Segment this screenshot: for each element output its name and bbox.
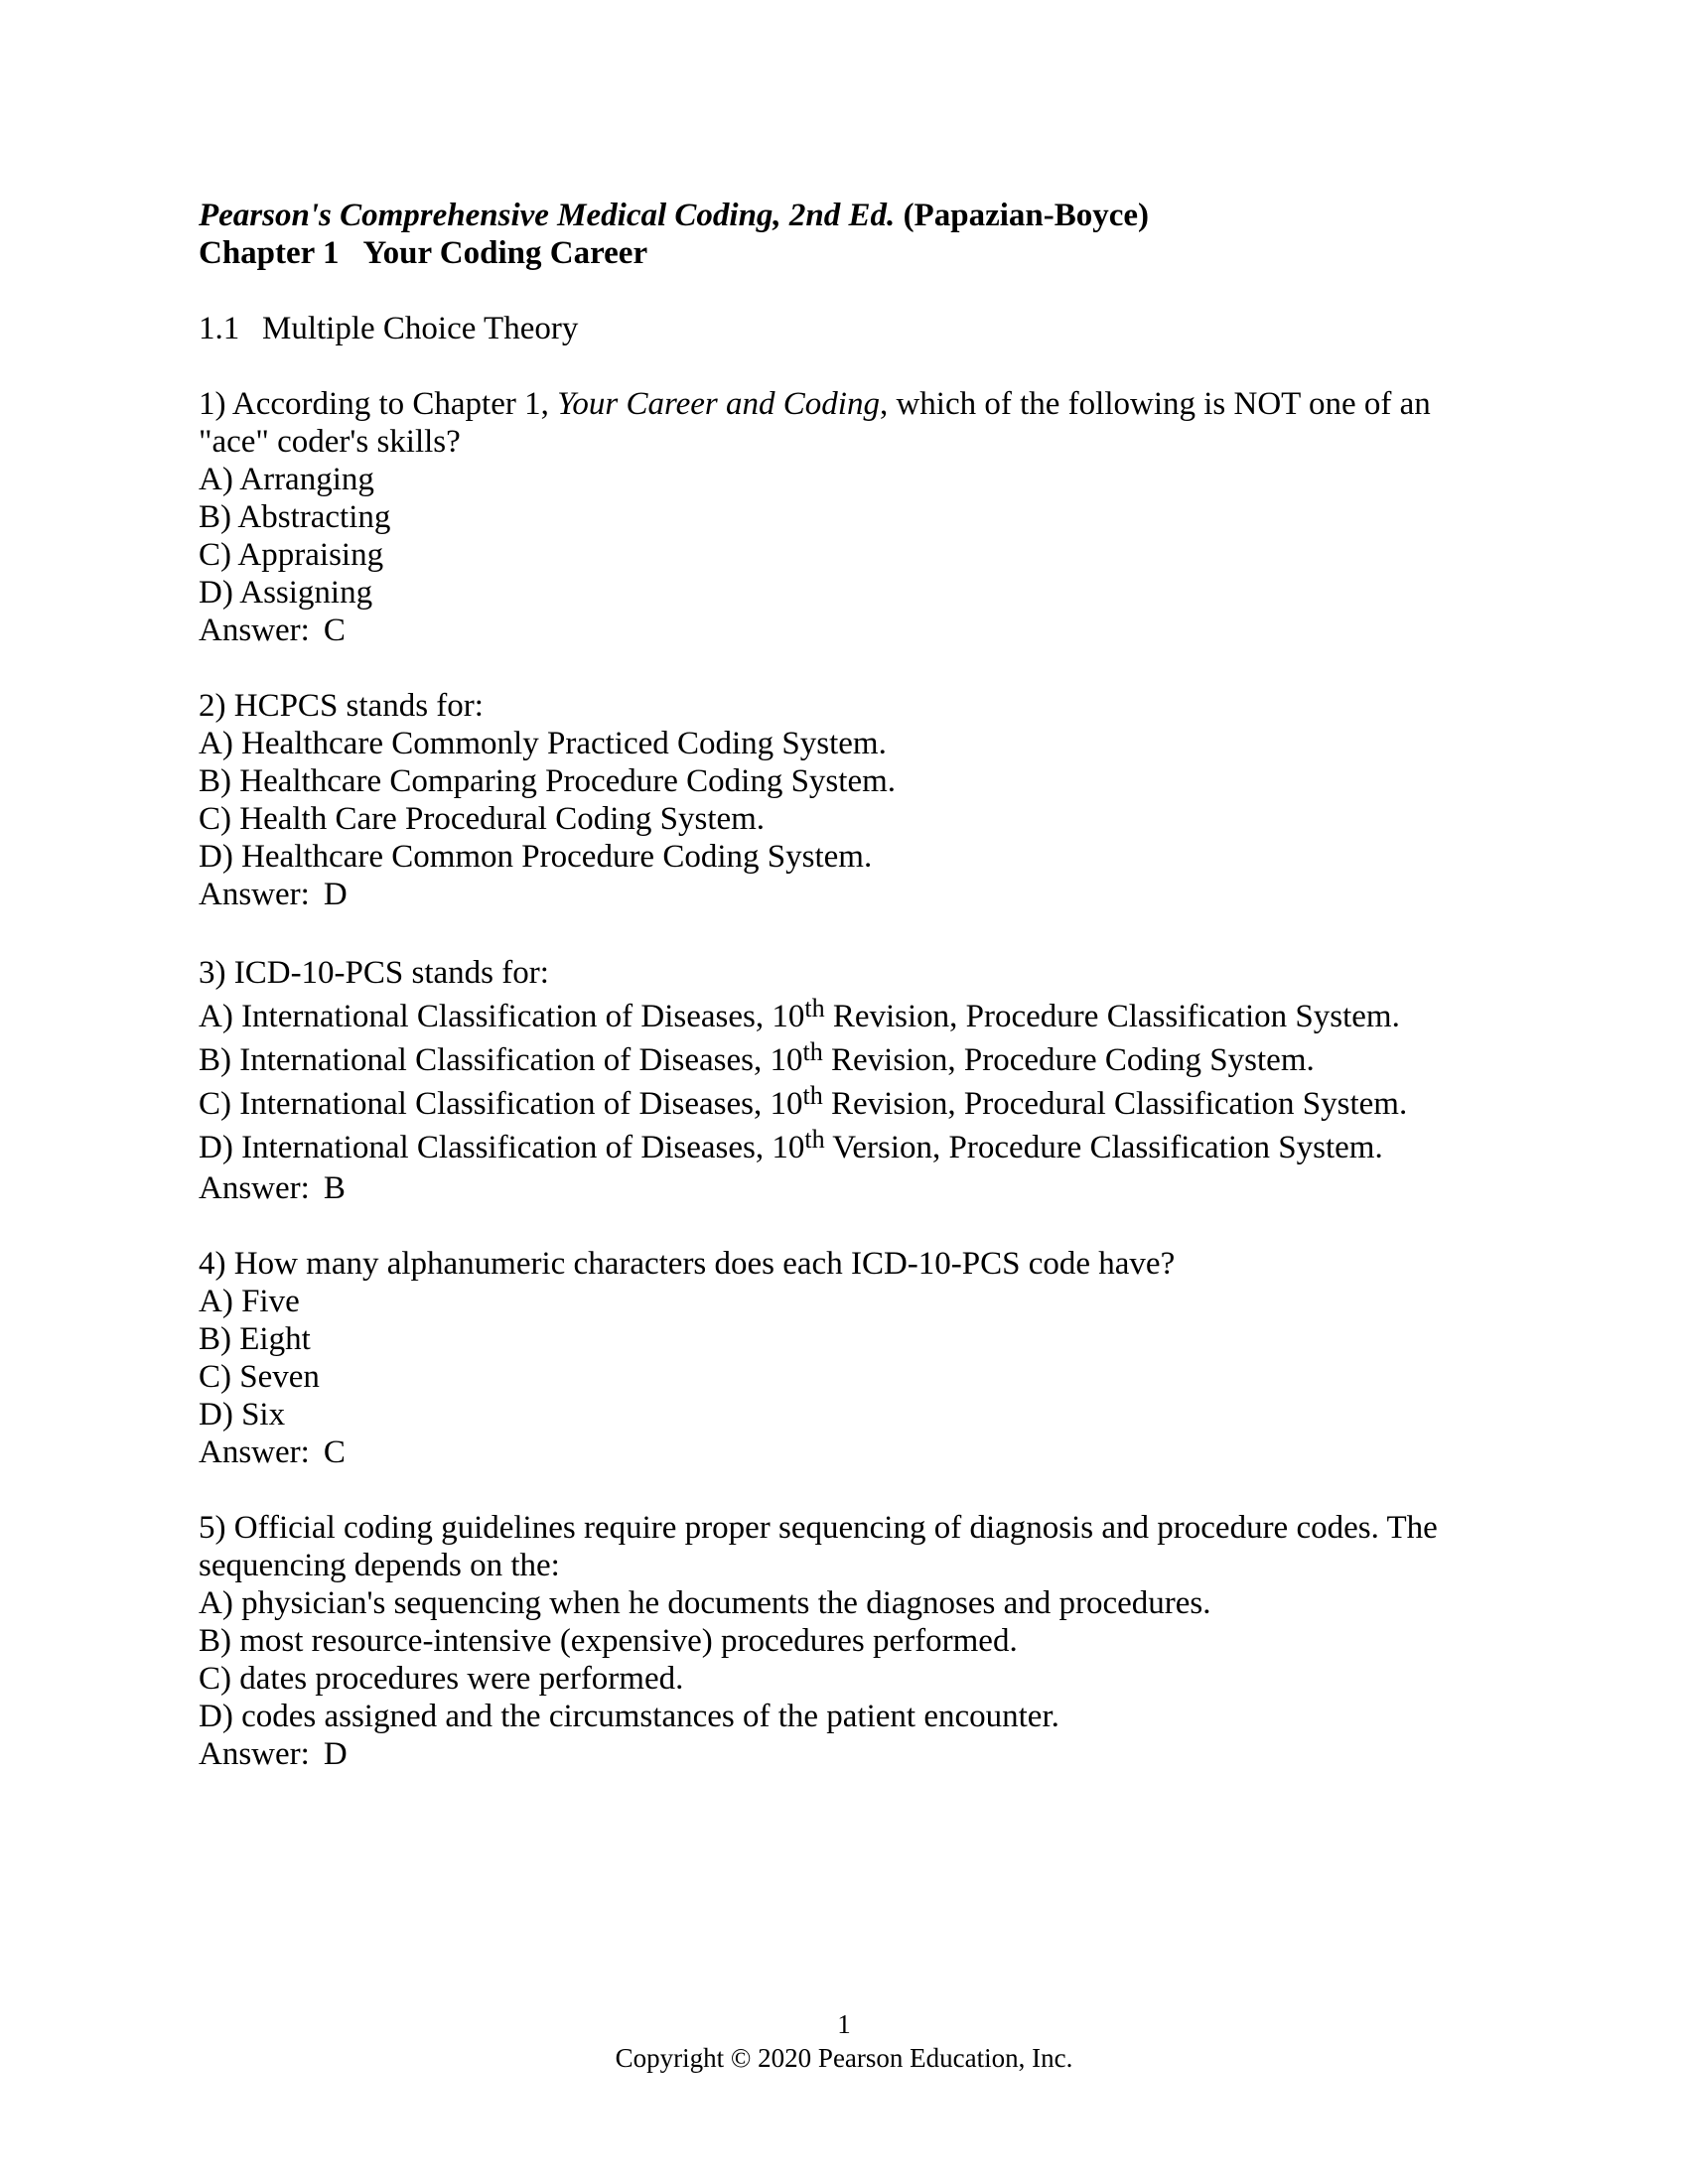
question-stem: 5) Official coding guidelines require proper sequencing of diagnosis and procedure codes. The bbox=[199, 1510, 1438, 1546]
option-d bbox=[199, 1126, 1489, 1169]
answer-value: D bbox=[323, 877, 348, 912]
answer-line bbox=[199, 1433, 1489, 1471]
option-a: A) Five bbox=[199, 1284, 300, 1319]
answer-value: B bbox=[323, 1170, 346, 1206]
chapter-heading bbox=[199, 234, 1489, 272]
chapter-title: Your Coding Career bbox=[362, 235, 648, 271]
option-b: B) Eight bbox=[199, 1321, 311, 1357]
answer-line bbox=[199, 612, 1489, 649]
option-text: Version, Procedure Classification System. bbox=[824, 1130, 1383, 1165]
page-number: 1 bbox=[837, 2009, 851, 2039]
answer-label: Answer: bbox=[199, 1434, 310, 1470]
option-d: D) Six bbox=[199, 1397, 286, 1433]
book-author: (Papazian-Boyce) bbox=[903, 198, 1150, 233]
option-b bbox=[199, 1038, 1489, 1082]
section-heading bbox=[199, 310, 1489, 347]
option-text: A) International Classification of Diseases, 10 bbox=[199, 999, 805, 1034]
ordinal-superscript: th bbox=[804, 1125, 825, 1154]
copyright-notice: Copyright © 2020 Pearson Education, Inc. bbox=[615, 2043, 1073, 2073]
chapter-label: Chapter 1 bbox=[199, 235, 340, 271]
ordinal-superscript: th bbox=[804, 994, 825, 1023]
option-c: C) dates procedures were performed. bbox=[199, 1661, 684, 1697]
ordinal-superscript: th bbox=[802, 1037, 823, 1066]
answer-label: Answer: bbox=[199, 613, 310, 648]
question-stem: 2) HCPCS stands for: bbox=[199, 688, 484, 724]
option-a: A) physician's sequencing when he documents the diagnoses and procedures. bbox=[199, 1585, 1211, 1621]
option-a: A) Healthcare Commonly Practiced Coding System. bbox=[199, 726, 887, 761]
question-4 bbox=[199, 1245, 1489, 1471]
document-body bbox=[199, 197, 1489, 1773]
answer-line bbox=[199, 1735, 1489, 1773]
option-text: Revision, Procedure Classification System. bbox=[824, 999, 1400, 1034]
option-b: B) Abstracting bbox=[199, 499, 391, 535]
ordinal-superscript: th bbox=[802, 1081, 823, 1110]
section-number: 1.1 bbox=[199, 311, 240, 346]
question-1 bbox=[199, 385, 1489, 649]
option-d: D) codes assigned and the circumstances of the patient encounter. bbox=[199, 1699, 1059, 1734]
option-d: D) Assigning bbox=[199, 575, 373, 611]
option-c: C) Health Care Procedural Coding System. bbox=[199, 801, 766, 837]
book-title-line bbox=[199, 197, 1489, 234]
answer-value: C bbox=[323, 1434, 346, 1470]
question-5 bbox=[199, 1509, 1489, 1773]
option-text: Revision, Procedure Coding System. bbox=[822, 1042, 1315, 1078]
option-c: C) Appraising bbox=[199, 537, 384, 573]
option-c: C) Seven bbox=[199, 1359, 320, 1395]
stem-italic-text: Your Career and Coding bbox=[557, 386, 880, 422]
question-stem-line2: "ace" coder's skills? bbox=[199, 424, 461, 460]
section-title: Multiple Choice Theory bbox=[262, 311, 579, 346]
option-d: D) Healthcare Common Procedure Coding System. bbox=[199, 839, 873, 875]
stem-text: , which of the following is NOT one of an bbox=[879, 386, 1431, 422]
option-a: A) Arranging bbox=[199, 462, 374, 497]
answer-label: Answer: bbox=[199, 877, 310, 912]
stem-text: 1) According to Chapter 1, bbox=[199, 386, 558, 422]
answer-line bbox=[199, 1169, 1489, 1207]
option-text: Revision, Procedural Classification System. bbox=[822, 1086, 1408, 1122]
question-stem: 4) How many alphanumeric characters does each ICD-10-PCS code have? bbox=[199, 1246, 1176, 1282]
answer-value: D bbox=[323, 1736, 348, 1772]
option-b: B) most resource-intensive (expensive) procedures performed. bbox=[199, 1623, 1018, 1659]
option-text: D) International Classification of Diseases, 10 bbox=[199, 1130, 805, 1165]
option-a bbox=[199, 995, 1489, 1038]
book-title: Pearson's Comprehensive Medical Coding, 2nd Ed. bbox=[199, 198, 896, 233]
answer-label: Answer: bbox=[199, 1736, 310, 1772]
question-2 bbox=[199, 687, 1489, 913]
question-stem: 3) ICD-10-PCS stands for: bbox=[199, 955, 549, 991]
answer-line bbox=[199, 876, 1489, 913]
question-stem bbox=[199, 385, 1489, 423]
option-text: C) International Classification of Diseases, 10 bbox=[199, 1086, 803, 1122]
question-3 bbox=[199, 951, 1489, 1207]
answer-value: C bbox=[323, 613, 346, 648]
option-text: B) International Classification of Diseases, 10 bbox=[199, 1042, 803, 1078]
option-c bbox=[199, 1082, 1489, 1126]
answer-label: Answer: bbox=[199, 1170, 310, 1206]
question-stem-line2: sequencing depends on the: bbox=[199, 1548, 560, 1583]
option-b: B) Healthcare Comparing Procedure Coding System. bbox=[199, 763, 897, 799]
